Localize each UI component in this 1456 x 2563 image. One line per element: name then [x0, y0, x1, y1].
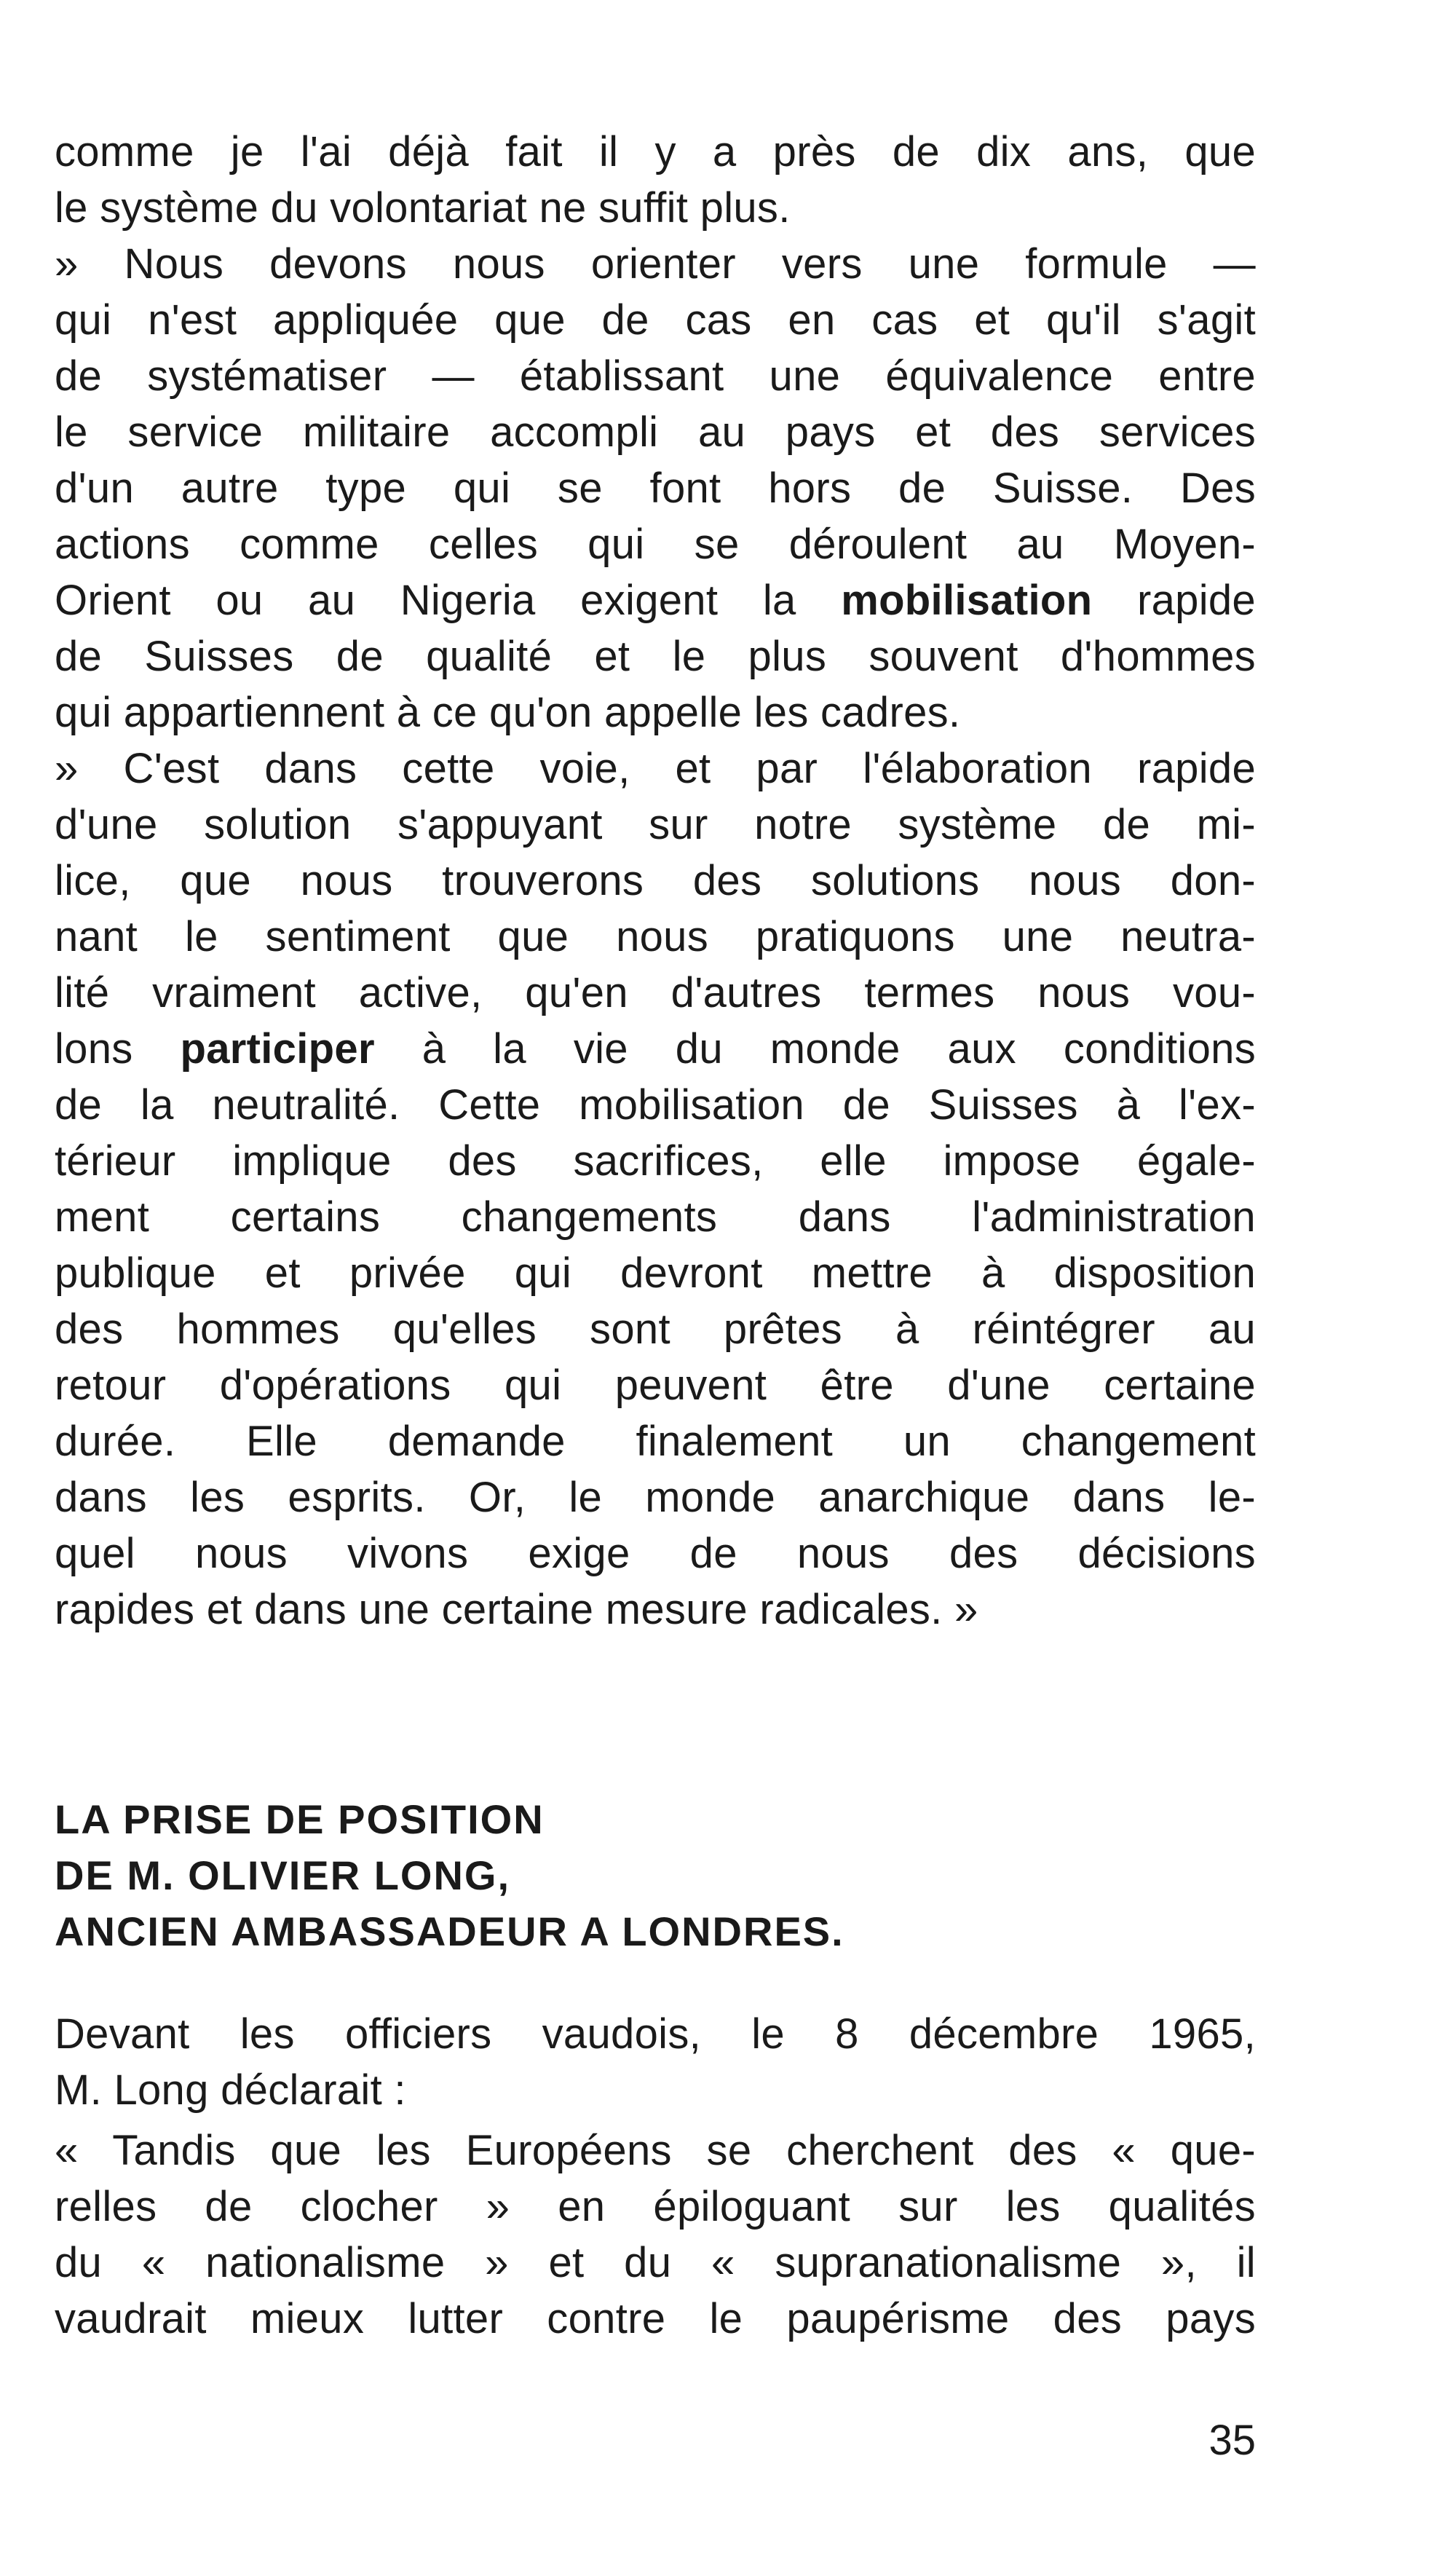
heading-line: DE M. OLIVIER LONG, [55, 1852, 511, 1898]
text-line: térieur implique des sacrifices, elle impose égale- [55, 1137, 1256, 1185]
section-heading [55, 1791, 1147, 1959]
text-line: de systématiser — établissant une équivalence entre [55, 352, 1256, 400]
text-line: de Suisses de qualité et le plus souvent d'hommes [55, 633, 1256, 680]
text-line: durée. Elle demande finalement un changement [55, 1418, 1256, 1465]
emphasis-mobilisation: mobilisation [841, 577, 1093, 624]
text-line: nant le sentiment que nous pratiquons une neutra- [55, 913, 1256, 960]
text-line: actions comme celles qui se déroulent au Moyen- [55, 521, 1256, 568]
body-text-top [55, 124, 1256, 1638]
text-line: lice, que nous trouverons des solutions nous don- [55, 857, 1256, 904]
text-run: à la vie du monde aux conditions [374, 1025, 1256, 1073]
text-run: rapide [1092, 577, 1256, 624]
body-text-bottom [55, 2006, 1256, 2347]
text-line: publique et privée qui devront mettre à disposition [55, 1249, 1256, 1297]
text-line: « Tandis que les Européens se cherchent des « que- [55, 2127, 1256, 2174]
paragraph-declaration [55, 2006, 1256, 2118]
text-line: d'une solution s'appuyant sur notre système de mi- [55, 801, 1256, 848]
text-line: qui appartiennent à ce qu'on appelle les cadres. [55, 689, 961, 736]
page-number: 35 [1208, 2417, 1256, 2464]
text-line: le système du volontariat ne suffit plus. [55, 184, 791, 232]
text-line: M. Long déclarait : [55, 2066, 406, 2114]
text-line: lité vraiment active, qu'en d'autres termes nous vou- [55, 969, 1256, 1016]
text-line: le service militaire accompli au pays et des services [55, 408, 1256, 456]
text-line: des hommes qu'elles sont prêtes à réintégrer au [55, 1306, 1256, 1353]
text-line: quel nous vivons exige de nous des décisions [55, 1530, 1256, 1577]
text-line: de la neutralité. Cette mobilisation de Suisses à l'ex- [55, 1081, 1256, 1129]
heading-line: ANCIEN AMBASSADEUR A LONDRES. [55, 1908, 844, 1954]
text-line: » C'est dans cette voie, et par l'élaboration rapide [55, 745, 1256, 792]
emphasis-participer: participer [180, 1025, 375, 1073]
text-run: Orient ou au Nigeria exigent la [55, 577, 842, 624]
text-line: du « nationalisme » et du « supranationalisme », il [55, 2239, 1256, 2286]
text-run: lons [55, 1025, 181, 1073]
text-line: » Nous devons nous orienter vers une formule — [55, 240, 1256, 288]
text-line: Devant les officiers vaudois, le 8 décembre 1965, [55, 2010, 1256, 2058]
text-line: dans les esprits. Or, le monde anarchique dans le- [55, 1474, 1256, 1521]
paragraph-continuation [55, 124, 1256, 236]
text-line [55, 1021, 1256, 1077]
paragraph-milice [55, 741, 1256, 1638]
paragraph-formule [55, 236, 1256, 741]
paragraph-quote [55, 2122, 1256, 2347]
heading-line: LA PRISE DE POSITION [55, 1796, 545, 1842]
text-line: d'un autre type qui se font hors de Suisse. Des [55, 465, 1256, 512]
text-line: rapides et dans une certaine mesure radicales. » [55, 1586, 978, 1633]
text-line: comme je l'ai déjà fait il y a près de dix ans, que [55, 128, 1256, 175]
text-line [55, 572, 1256, 628]
text-line: qui n'est appliquée que de cas en cas et qu'il s'agit [55, 296, 1256, 344]
text-line: relles de clocher » en épiloguant sur les qualités [55, 2183, 1256, 2230]
text-line: ment certains changements dans l'administration [55, 1193, 1256, 1241]
text-line: retour d'opérations qui peuvent être d'une certaine [55, 1362, 1256, 1409]
text-line: vaudrait mieux lutter contre le paupérisme des pays [55, 2295, 1256, 2342]
